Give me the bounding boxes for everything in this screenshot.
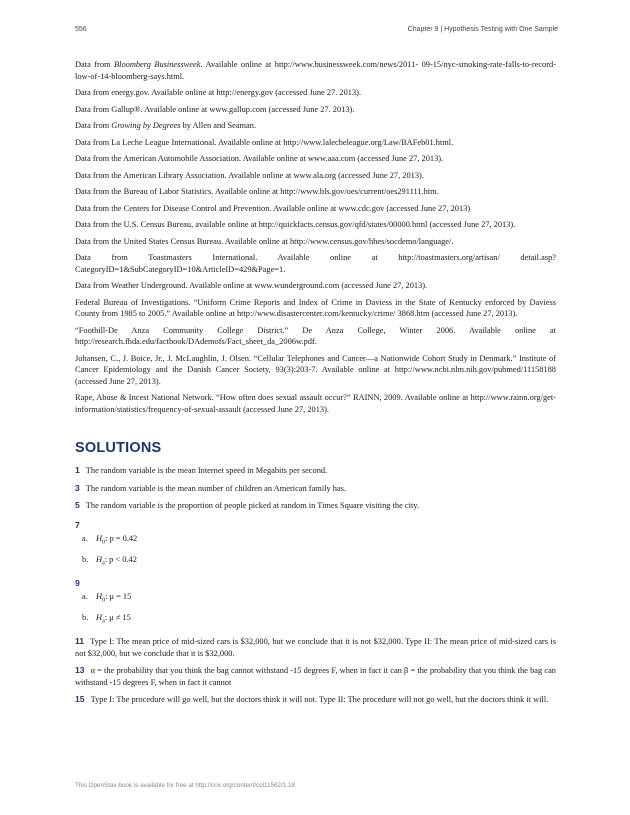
reference-item: Rape, Abuse & Incest National Network. “How often does sexual assault occur?” RAINN, 2009. Available online at http://www.rainn.org/get-information/statistics/frequency-of-sexual-assault (accessed June 27, 2013). — [75, 393, 556, 414]
reference-item: Data from Toastmasters International. Available online at http://toastmasters.org/artisan/ detail.asp?CategoryID=1&SubCategoryID=10&ArticleID=429&Page=1. — [75, 253, 556, 274]
reference-item: Johansen, C., J. Boice, Jr., J. McLaughlin, J. Olsen. “Cellular Telephones and Cancer—a Nationwide Cohort Study in Denmark.” Institute of Cancer Epidemiology and the Danish Cancer Society, 93(3):203-7. Available online at http://www.ncbi.nlm.nih.gov/pubmed/11158188 (accessed June 27, 2013). — [75, 353, 556, 386]
reference-item: Data from the Centers for Disease Control and Prevention. Available online at www.cdc.gov (accessed June 27, 2013) — [75, 203, 471, 213]
solution-9b: b. $H_a$: μ ≠ 15 — [82, 613, 131, 625]
reference-item: Data from Gallup®. Available online at www.gallup.com (accessed June 27. 2013). — [75, 104, 355, 114]
reference-item: Data from the United States Census Bureau. Available online at http://www.census.gov/hhes/socdemo/language/. — [75, 236, 454, 246]
reference-item: “Foothill-De Anza Community College District.” De Anza College, Winter 2006. Available online at http://research.fhda.edu/factbook/DAdemofs/Fact_sheet_da_2006w.pdf. — [75, 325, 556, 346]
reference-item: Data from Growing by Degrees by Allen and Seaman. — [75, 121, 257, 130]
page-header — [75, 26, 558, 38]
reference-item: Federal Bureau of Investigations. “Uniform Crime Reports and Index of Crime in Daviess in the State of Kentucky enforced by Daviess County from 1985 to 2005.” Available online at http://www.disastercenter.com/kentucky/crime/ 3868.htm (accessed June 27, 2013). — [75, 297, 556, 318]
solution-number: 3 — [75, 482, 80, 493]
solution-7a: a. $H_0$: p = 0.42 — [82, 533, 138, 546]
reference-item: Data from the Bureau of Labor Statistics. Available online at http://www.bls.gov/oes/current/oes291111.htm. — [75, 187, 439, 196]
solution-1: 1 The random variable is the mean Internet speed in Megabits per second. — [75, 465, 328, 475]
solution-5: 5 The random variable is the proportion of people picked at random in Times Square visiting the city. — [75, 500, 420, 510]
solutions-heading: SOLUTIONS — [75, 440, 162, 456]
solution-number: 11 — [75, 636, 85, 647]
reference-item: Data from Bloomberg Businessweek. Available online at http://www.businessweek.com/news/2011- 09-15/nyc-smoking-rate-falls-to-record-low-of-14-bloomberg-says.html. — [75, 60, 556, 81]
solution-number: 5 — [75, 500, 80, 510]
page-number: 556 — [75, 26, 87, 33]
solution-7b: b. $H_a$: p < 0.42 — [82, 554, 137, 567]
solution-11: 11 Type I: The mean price of mid-sized cars is $32,000, but we conclude that it is not $32,000. Type II: The mean price of mid-sized cars is not $32,000, but we conclude that it is $32,000. — [75, 636, 556, 658]
solution-13: 13 α = the probability that you think the bag cannot withstand -15 degrees F, when in fact it can β = the probability that you think the bag can withstand -15 degrees F, when in fact it cannot — [75, 665, 556, 687]
page-footer: This OpenStax book is available for free at http://cnx.org/content/col11562/1.18 — [75, 782, 296, 789]
page-content — [75, 59, 556, 712]
reference-item: Data from Weather Underground. Available online at www.wunderground.com (accessed June 27, 2013). — [75, 281, 428, 290]
reference-item: Data from energy.gov. Available online at http://energy.gov (accessed June 27. 2013). — [75, 88, 362, 97]
solution-7 — [75, 520, 556, 570]
solution-number: 1 — [75, 465, 80, 475]
solution-number: 15 — [75, 694, 85, 705]
solution-number: 13 — [75, 665, 85, 676]
solution-number: 7 — [75, 519, 80, 530]
reference-item: Data from La Leche League International. Available online at http://www.lalecheleague.org/Law/BAFeb01.html. — [75, 137, 454, 147]
solution-9 — [75, 578, 556, 628]
reference-item: Data from the American Automobile Association. Available online at www.aaa.com (accessed June 27, 2013). — [75, 154, 444, 163]
chapter-title: Chapter 9 | Hypothesis Testing with One Sample — [407, 26, 558, 33]
solution-9a: a. $H_0$: μ = 15 — [82, 591, 132, 604]
reference-item: Data from the U.S. Census Bureau, available online at http://quickfacts.census.gov/qfd/states/00000.html (accessed June 27, 2013). — [75, 220, 516, 229]
solution-3: 3 The random variable is the mean number of children an American family has. — [75, 482, 347, 493]
solution-number: 9 — [75, 577, 80, 588]
solution-15: 15 Type I: The procedure will go well, but the doctors think it will not. Type II: The procedure will not go well, but the doctors think it will. — [75, 694, 549, 705]
references-list — [75, 59, 556, 415]
reference-item: Data from the American Library Association. Available online at www.ala.org (accessed June 27, 2013). — [75, 170, 424, 180]
